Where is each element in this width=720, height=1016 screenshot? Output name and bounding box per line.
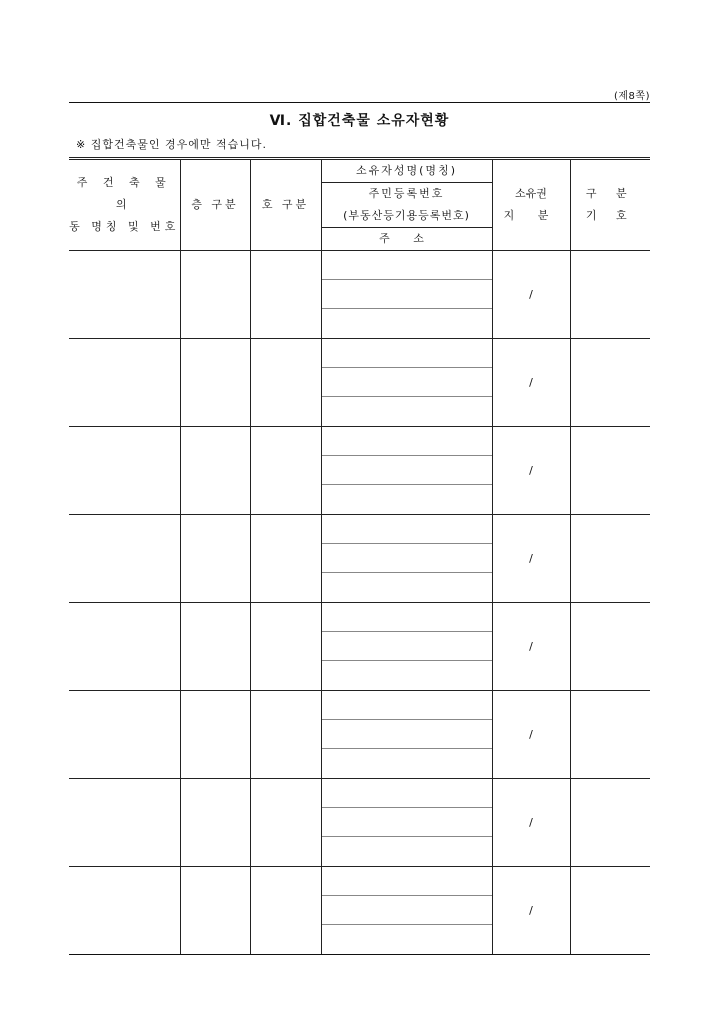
owner-status-table [69,157,650,955]
owner-regno-field[interactable] [322,544,492,573]
owner-cell [321,779,492,867]
share-value: / [529,376,533,389]
floor-cell[interactable] [180,603,250,691]
share-cell[interactable] [492,251,570,339]
building-cell[interactable] [69,691,180,779]
owner-regno-field[interactable] [322,456,492,485]
floor-cell[interactable] [180,691,250,779]
share-value: / [529,904,533,917]
owner-regno-field[interactable] [322,632,492,661]
building-cell[interactable] [69,779,180,867]
floor-cell[interactable] [180,779,250,867]
floor-cell[interactable] [180,515,250,603]
code-cell[interactable] [570,603,650,691]
owner-row [69,691,650,779]
owner-name-field[interactable] [322,603,492,632]
owner-row [69,867,650,955]
share-value: / [529,728,533,741]
code-cell[interactable] [570,867,650,955]
owner-cell [321,603,492,691]
building-cell[interactable] [69,339,180,427]
owner-cell [321,251,492,339]
owner-address-field[interactable] [322,397,492,426]
code-cell[interactable] [570,339,650,427]
owner-name-field[interactable] [322,339,492,368]
header-building-line2: 동 명칭 및 번호 [69,220,180,233]
owner-regno-field[interactable] [322,896,492,925]
owner-row [69,339,650,427]
owner-regno-field[interactable] [322,368,492,397]
building-cell[interactable] [69,867,180,955]
page-number: (제8쪽) [614,91,650,102]
floor-cell[interactable] [180,427,250,515]
owner-name-field[interactable] [322,427,492,456]
building-cell[interactable] [69,251,180,339]
header-code [570,159,650,251]
owner-cell [321,691,492,779]
code-cell[interactable] [570,427,650,515]
unit-cell[interactable] [250,251,321,339]
owner-address-field[interactable] [322,661,492,690]
code-cell[interactable] [570,691,650,779]
code-cell[interactable] [570,779,650,867]
unit-cell[interactable] [250,515,321,603]
owner-address-field[interactable] [322,485,492,514]
floor-cell[interactable] [180,251,250,339]
code-cell[interactable] [570,515,650,603]
header-code-line1: 구 분 [585,187,635,200]
unit-cell[interactable] [250,339,321,427]
header-owner-regno-sub: (부동산등기용등록번호) [321,205,492,228]
code-cell[interactable] [570,251,650,339]
header-building-line1: 주 건 축 물 의 [76,176,172,211]
header-share [492,159,570,251]
owner-address-field[interactable] [322,573,492,602]
owner-row [69,515,650,603]
unit-cell[interactable] [250,779,321,867]
header-floor: 층 구분 [180,159,250,251]
header-unit: 호 구분 [250,159,321,251]
share-cell[interactable] [492,867,570,955]
owner-row [69,603,650,691]
unit-cell[interactable] [250,603,321,691]
owner-row [69,779,650,867]
building-cell[interactable] [69,427,180,515]
owner-regno-field[interactable] [322,720,492,749]
owner-name-field[interactable] [322,867,492,896]
header-owner-regno: 주민등록번호 [321,183,492,206]
owner-regno-field[interactable] [322,280,492,309]
unit-cell[interactable] [250,427,321,515]
unit-cell[interactable] [250,867,321,955]
floor-cell[interactable] [180,867,250,955]
unit-cell[interactable] [250,691,321,779]
share-value: / [529,288,533,301]
owner-name-field[interactable] [322,691,492,720]
top-rule [69,102,650,103]
building-cell[interactable] [69,603,180,691]
header-owner-address: 주 소 [321,228,492,251]
header-share-line1: 소유권 [515,187,547,200]
owner-cell [321,515,492,603]
owner-name-field[interactable] [322,515,492,544]
owner-name-field[interactable] [322,251,492,280]
owner-address-field[interactable] [322,925,492,954]
share-cell[interactable] [492,515,570,603]
share-cell[interactable] [492,427,570,515]
owner-address-field[interactable] [322,749,492,778]
header-row [69,159,650,183]
share-value: / [529,640,533,653]
owner-row [69,427,650,515]
section-note: ※ 집합건축물인 경우에만 적습니다. [76,138,267,151]
owner-regno-field[interactable] [322,808,492,837]
share-value: / [529,552,533,565]
owner-cell [321,339,492,427]
owner-name-field[interactable] [322,779,492,808]
section-title: Ⅵ. 집합건축물 소유자현황 [269,113,450,129]
owner-address-field[interactable] [322,309,492,338]
floor-cell[interactable] [180,339,250,427]
share-cell[interactable] [492,691,570,779]
owner-cell [321,867,492,955]
owner-row [69,251,650,339]
owner-cell [321,427,492,515]
share-value: / [529,816,533,829]
share-cell[interactable] [492,603,570,691]
share-cell[interactable] [492,339,570,427]
share-value: / [529,464,533,477]
header-share-line2: 지 분 [503,209,559,222]
header-owner-name: 소유자성명(명칭) [321,159,492,183]
building-cell[interactable] [69,515,180,603]
header-code-line2: 기 호 [585,209,635,222]
header-building [69,159,180,251]
owner-address-field[interactable] [322,837,492,866]
share-cell[interactable] [492,779,570,867]
